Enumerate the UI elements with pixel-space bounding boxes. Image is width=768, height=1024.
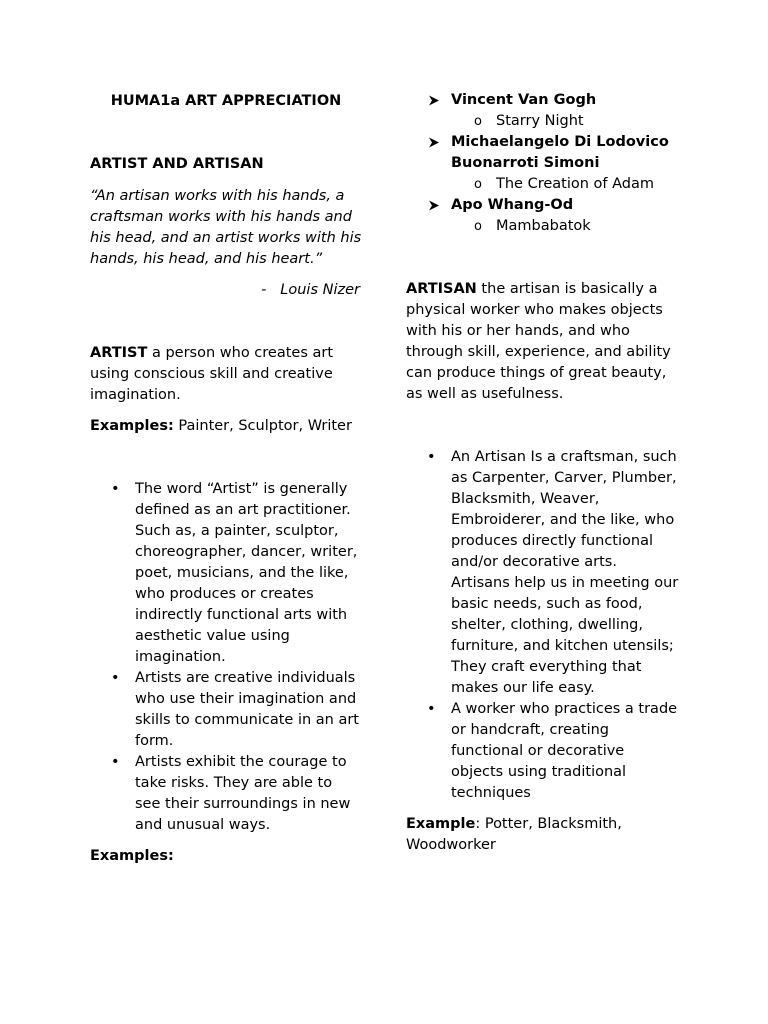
artist-term: ARTIST bbox=[90, 345, 148, 361]
examples-label: Examples: bbox=[90, 418, 174, 434]
left-column bbox=[90, 90, 362, 867]
artwork-item bbox=[451, 111, 680, 132]
bullet-dot-icon: • bbox=[111, 754, 120, 770]
artist-definition bbox=[90, 343, 362, 406]
arrowhead-bullet-icon bbox=[428, 137, 440, 148]
bullet-dot-icon: • bbox=[427, 701, 436, 717]
document-title: HUMA1a ART APPRECIATION bbox=[110, 93, 342, 109]
artwork-title: Starry Night bbox=[496, 113, 584, 129]
artist-list bbox=[406, 90, 680, 237]
circle-bullet-icon: o bbox=[474, 177, 482, 192]
artist-item bbox=[406, 132, 680, 195]
artist-definition-text: a person who creates art using conscious skill and creative imagination. bbox=[90, 345, 334, 403]
circle-bullet-icon: o bbox=[474, 219, 482, 234]
artisan-term: ARTISAN bbox=[406, 281, 477, 297]
artist-item bbox=[406, 90, 680, 132]
arrowhead-bullet-icon bbox=[428, 95, 440, 106]
artwork-list bbox=[451, 174, 680, 195]
quote-author: Louis Nizer bbox=[280, 282, 360, 298]
list-item bbox=[90, 752, 362, 836]
list-item-text: The word “Artist” is generally defined as an art practitioner. Such as, a painter, sculptor, choreographer, dancer, writer, poet, musicians, and the like, who produces or creates indirectly functional arts with aesthetic value using imagination. bbox=[135, 481, 358, 665]
quote-attribution bbox=[90, 280, 362, 301]
example-text: : Potter, Blacksmith, Woodworker bbox=[406, 816, 622, 853]
bullet-dot-icon: • bbox=[111, 481, 120, 497]
list-item bbox=[406, 699, 680, 804]
artwork-title: The Creation of Adam bbox=[496, 176, 654, 192]
list-item-text: An Artisan Is a craftsman, such as Carpenter, Carver, Plumber, Blacksmith, Weaver, Embroiderer, and the like, who produces directly functional and/or decorative arts. Artisans help us in meeting our basic needs, such as food, shelter, clothing, dwelling, furniture, and kitchen utensils; They craft everything that makes our life easy. bbox=[451, 449, 679, 696]
artist-bullet-list bbox=[90, 479, 362, 836]
section-heading: ARTIST AND ARTISAN bbox=[90, 156, 264, 172]
artist-name: Apo Whang-Od bbox=[451, 197, 574, 213]
arrowhead-bullet-icon bbox=[428, 200, 440, 211]
artist-item bbox=[406, 195, 680, 237]
artwork-list bbox=[451, 111, 680, 132]
attribution-dash: - bbox=[261, 282, 267, 298]
artwork-title: Mambabatok bbox=[496, 218, 591, 234]
artist-examples bbox=[90, 416, 362, 437]
artisan-definition bbox=[406, 279, 680, 405]
quote-text: “An artisan works with his hands, a craftsman works with his hands and his head, and an artist works with his hands, his head, and his heart.” bbox=[90, 188, 362, 267]
list-item-text: Artists exhibit the courage to take risks. They are able to see their surroundings in new and unusual ways. bbox=[135, 754, 351, 833]
circle-bullet-icon: o bbox=[474, 114, 482, 129]
list-item bbox=[406, 447, 680, 699]
examples-label-2: Examples: bbox=[90, 848, 174, 864]
list-item bbox=[90, 668, 362, 752]
artwork-item bbox=[451, 216, 680, 237]
list-item-text: A worker who practices a trade or handcraft, creating functional or decorative objects using traditional techniques bbox=[451, 701, 678, 801]
artist-name: Vincent Van Gogh bbox=[451, 92, 597, 108]
bullet-dot-icon: • bbox=[427, 449, 436, 465]
artist-name: Michaelangelo Di Lodovico Buonarroti Simoni bbox=[451, 134, 669, 171]
bullet-dot-icon: • bbox=[111, 670, 120, 686]
artisan-definition-text: the artisan is basically a physical worker who makes objects with his or her hands, and who through skill, experience, and ability can produce things of great beauty, as well as usefulness. bbox=[406, 281, 671, 402]
list-item-text: Artists are creative individuals who use their imagination and skills to communicate in an art form. bbox=[135, 670, 359, 749]
artwork-list bbox=[451, 216, 680, 237]
example-label: Example bbox=[406, 816, 476, 832]
list-item bbox=[90, 479, 362, 668]
examples-text: Painter, Sculptor, Writer bbox=[173, 418, 352, 434]
artisan-bullet-list bbox=[406, 447, 680, 804]
artwork-item bbox=[451, 174, 680, 195]
right-column bbox=[406, 90, 680, 856]
artisan-example bbox=[406, 814, 680, 856]
